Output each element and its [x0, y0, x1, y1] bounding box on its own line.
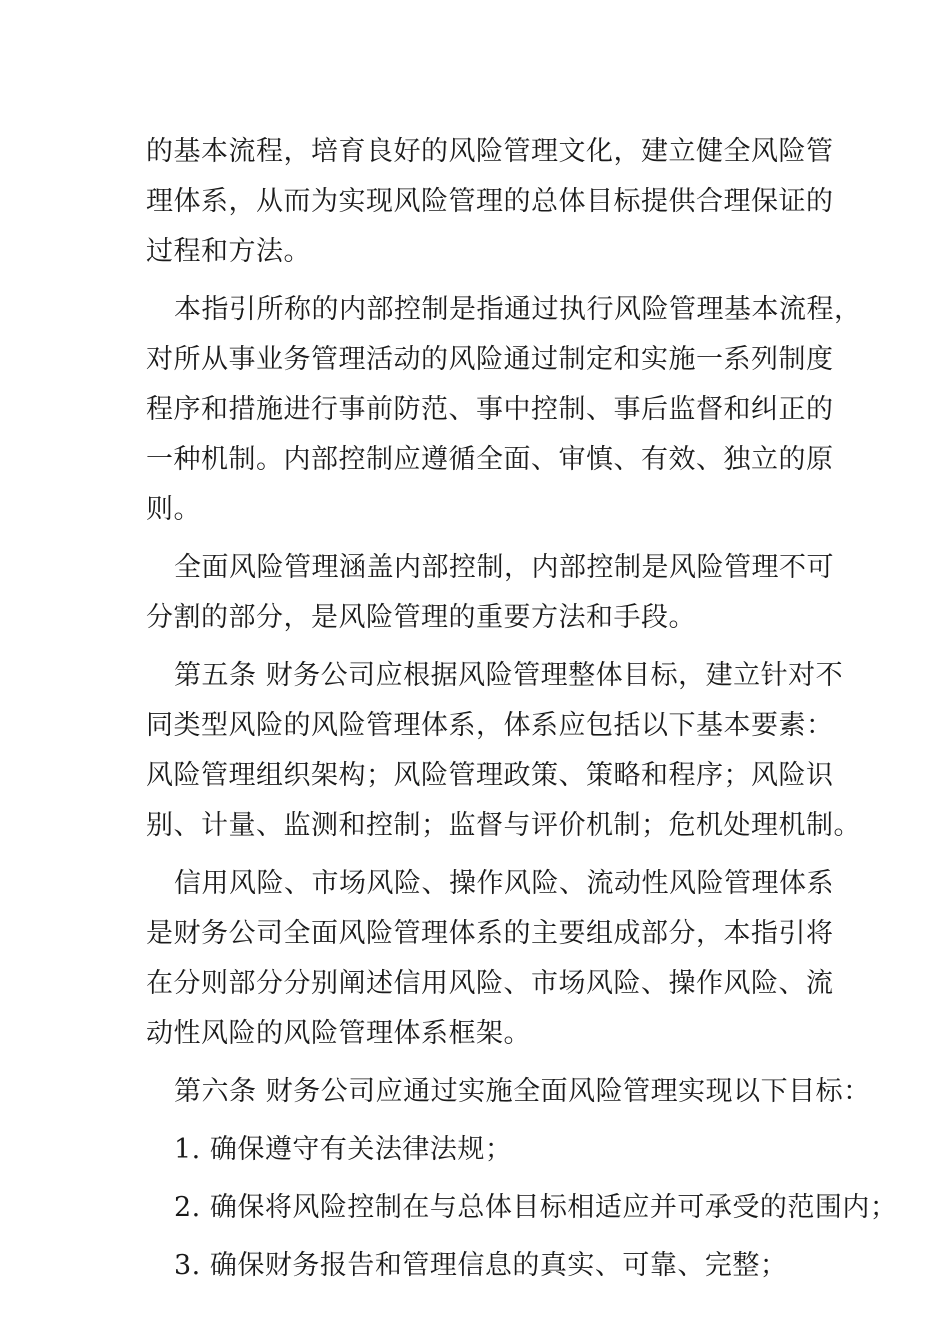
- text-line: 分割的部分，是风险管理的重要方法和手段。: [146, 602, 696, 633]
- list-item-3: 3. 确保财务报告和管理信息的真实、可靠、完整；: [174, 1250, 788, 1281]
- list-item: [146, 1183, 898, 1233]
- text-line: 则。: [146, 494, 201, 525]
- text-line: 过程和方法。: [146, 236, 311, 267]
- paragraph-internal-control-definition: [146, 285, 862, 535]
- paragraph-risk-systems: [146, 859, 834, 1059]
- text-line: 的基本流程，培育良好的风险管理文化，建立健全风险管: [146, 136, 834, 167]
- text-line: 动性风险的风险管理体系框架。: [146, 1018, 531, 1049]
- text-line: 信用风险、市场风险、操作风险、流动性风险管理体系: [174, 868, 834, 899]
- list-item: [146, 1241, 811, 1291]
- document-body: [146, 127, 898, 1291]
- text-line: 第六条 财务公司应通过实施全面风险管理实现以下目标：: [174, 1076, 871, 1107]
- text-line: 风险管理组织架构；风险管理政策、策略和程序；风险识: [146, 760, 834, 791]
- paragraph-article-6: [146, 1067, 871, 1117]
- text-line: 在分则部分分别阐述信用风险、市场风险、操作风险、流: [146, 968, 834, 999]
- paragraph-article-5: [146, 651, 861, 851]
- text-line: 理体系，从而为实现风险管理的总体目标提供合理保证的: [146, 186, 834, 217]
- text-line: 第五条 财务公司应根据风险管理整体目标，建立针对不: [174, 660, 844, 691]
- text-line: 全面风险管理涵盖内部控制，内部控制是风险管理不可: [174, 552, 834, 583]
- text-line: 同类型风险的风险管理体系，体系应包括以下基本要素：: [146, 710, 834, 741]
- paragraph-coverage: [146, 543, 834, 643]
- text-line: 本指引所称的内部控制是指通过执行风险管理基本流程，: [174, 294, 862, 325]
- text-line: 对所从事业务管理活动的风险通过制定和实施一系列制度: [146, 344, 834, 375]
- list-item-1: 1. 确保遵守有关法律法规；: [174, 1134, 513, 1165]
- text-line: 别、计量、监测和控制；监督与评价机制；危机处理机制。: [146, 810, 861, 841]
- text-line: 程序和措施进行事前防范、事中控制、事后监督和纠正的: [146, 394, 834, 425]
- text-line: 一种机制。内部控制应遵循全面、审慎、有效、独立的原: [146, 444, 834, 475]
- list-item: [146, 1125, 811, 1175]
- list-item-2: 2. 确保将风险控制在与总体目标相适应并可承受的范围内；: [174, 1192, 898, 1223]
- text-line: 是财务公司全面风险管理体系的主要组成部分，本指引将: [146, 918, 834, 949]
- paragraph-risk-management-definition: [146, 127, 834, 277]
